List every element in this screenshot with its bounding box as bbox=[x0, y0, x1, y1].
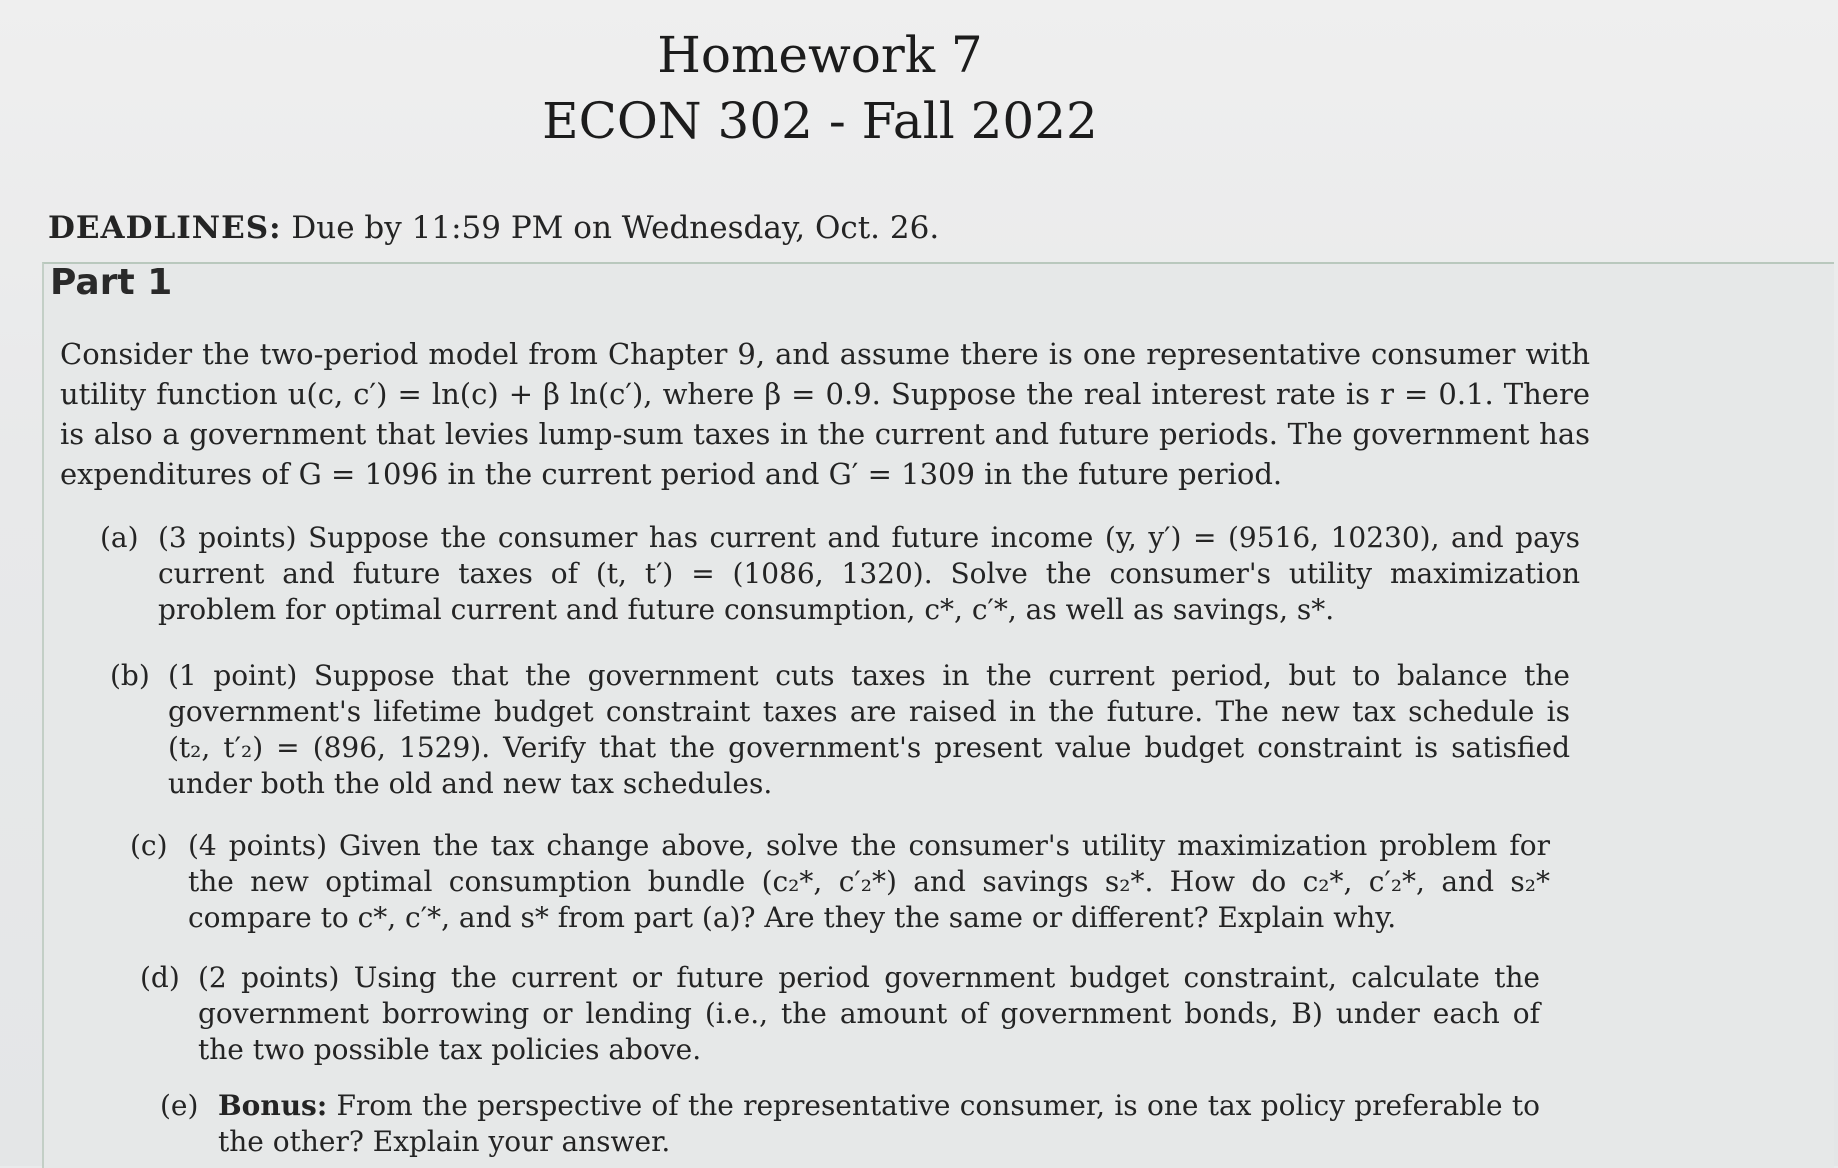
question-label: (b) bbox=[110, 659, 150, 692]
question-e bbox=[160, 1088, 1540, 1160]
bonus-label: Bonus: bbox=[218, 1089, 328, 1122]
question-body bbox=[218, 1088, 1540, 1160]
part-heading: Part 1 bbox=[50, 262, 173, 303]
question-d bbox=[140, 960, 1540, 1068]
homework-title: Homework 7 bbox=[657, 26, 983, 84]
question-c bbox=[130, 828, 1550, 936]
question-text: (1 point) Suppose that the government cuts taxes in the current period, but to balance the government's lifetime budget constraint taxes are raised in the future. The new tax schedule is (t₂, t′₂) = (896, 1529). Verify that the government's present value budget constraint is satisfied under both the old and new tax schedules. bbox=[168, 659, 1570, 800]
question-text: (3 points) Suppose the consumer has current and future income (y, y′) = (9516, 10230), and pays current and future taxes of (t, t′) = (1086, 1320). Solve the consumer's utility maximization problem for optimal current and future consumption, c*, c′*, as well as savings, s*. bbox=[158, 521, 1580, 626]
deadline-label: DEADLINES: bbox=[48, 210, 282, 246]
question-b bbox=[110, 658, 1570, 802]
question-label: (a) bbox=[100, 521, 139, 554]
question-text: (4 points) Given the tax change above, solve the consumer's utility maximization problem for the new optimal consumption bundle (c₂*, c′₂*) and savings s₂*. How do c₂*, c′₂*, and s₂* compare to c*, c′*, and s* from part (a)? Are they the same or different? Explain why. bbox=[188, 829, 1550, 934]
question-label: (c) bbox=[130, 829, 168, 862]
question-label: (e) bbox=[160, 1089, 199, 1122]
deadline-line bbox=[48, 210, 939, 246]
question-label: (d) bbox=[140, 961, 180, 994]
problem-intro: Consider the two-period model from Chapter 9, and assume there is one representative consumer with utility function u(c, c′) = ln(c) + β ln(c′), where β = 0.9. Suppose the real interest rate is r = 0.1. There is also a government that levies lump-sum taxes in the current and future periods. The government has expenditures of G = 1096 in the current period and G′ = 1309 in the future period. bbox=[60, 337, 1590, 491]
question-text: From the perspective of the representative consumer, is one tax policy preferable to the other? Explain your answer. bbox=[218, 1089, 1540, 1158]
question-text: (2 points) Using the current or future period government budget constraint, calculate the government borrowing or lending (i.e., the amount of government bonds, B) under each of the two possible tax policies above. bbox=[198, 961, 1540, 1066]
course-title: ECON 302 - Fall 2022 bbox=[542, 92, 1098, 150]
question-a bbox=[100, 520, 1580, 628]
deadline-text: Due by 11:59 PM on Wednesday, Oct. 26. bbox=[291, 210, 940, 246]
